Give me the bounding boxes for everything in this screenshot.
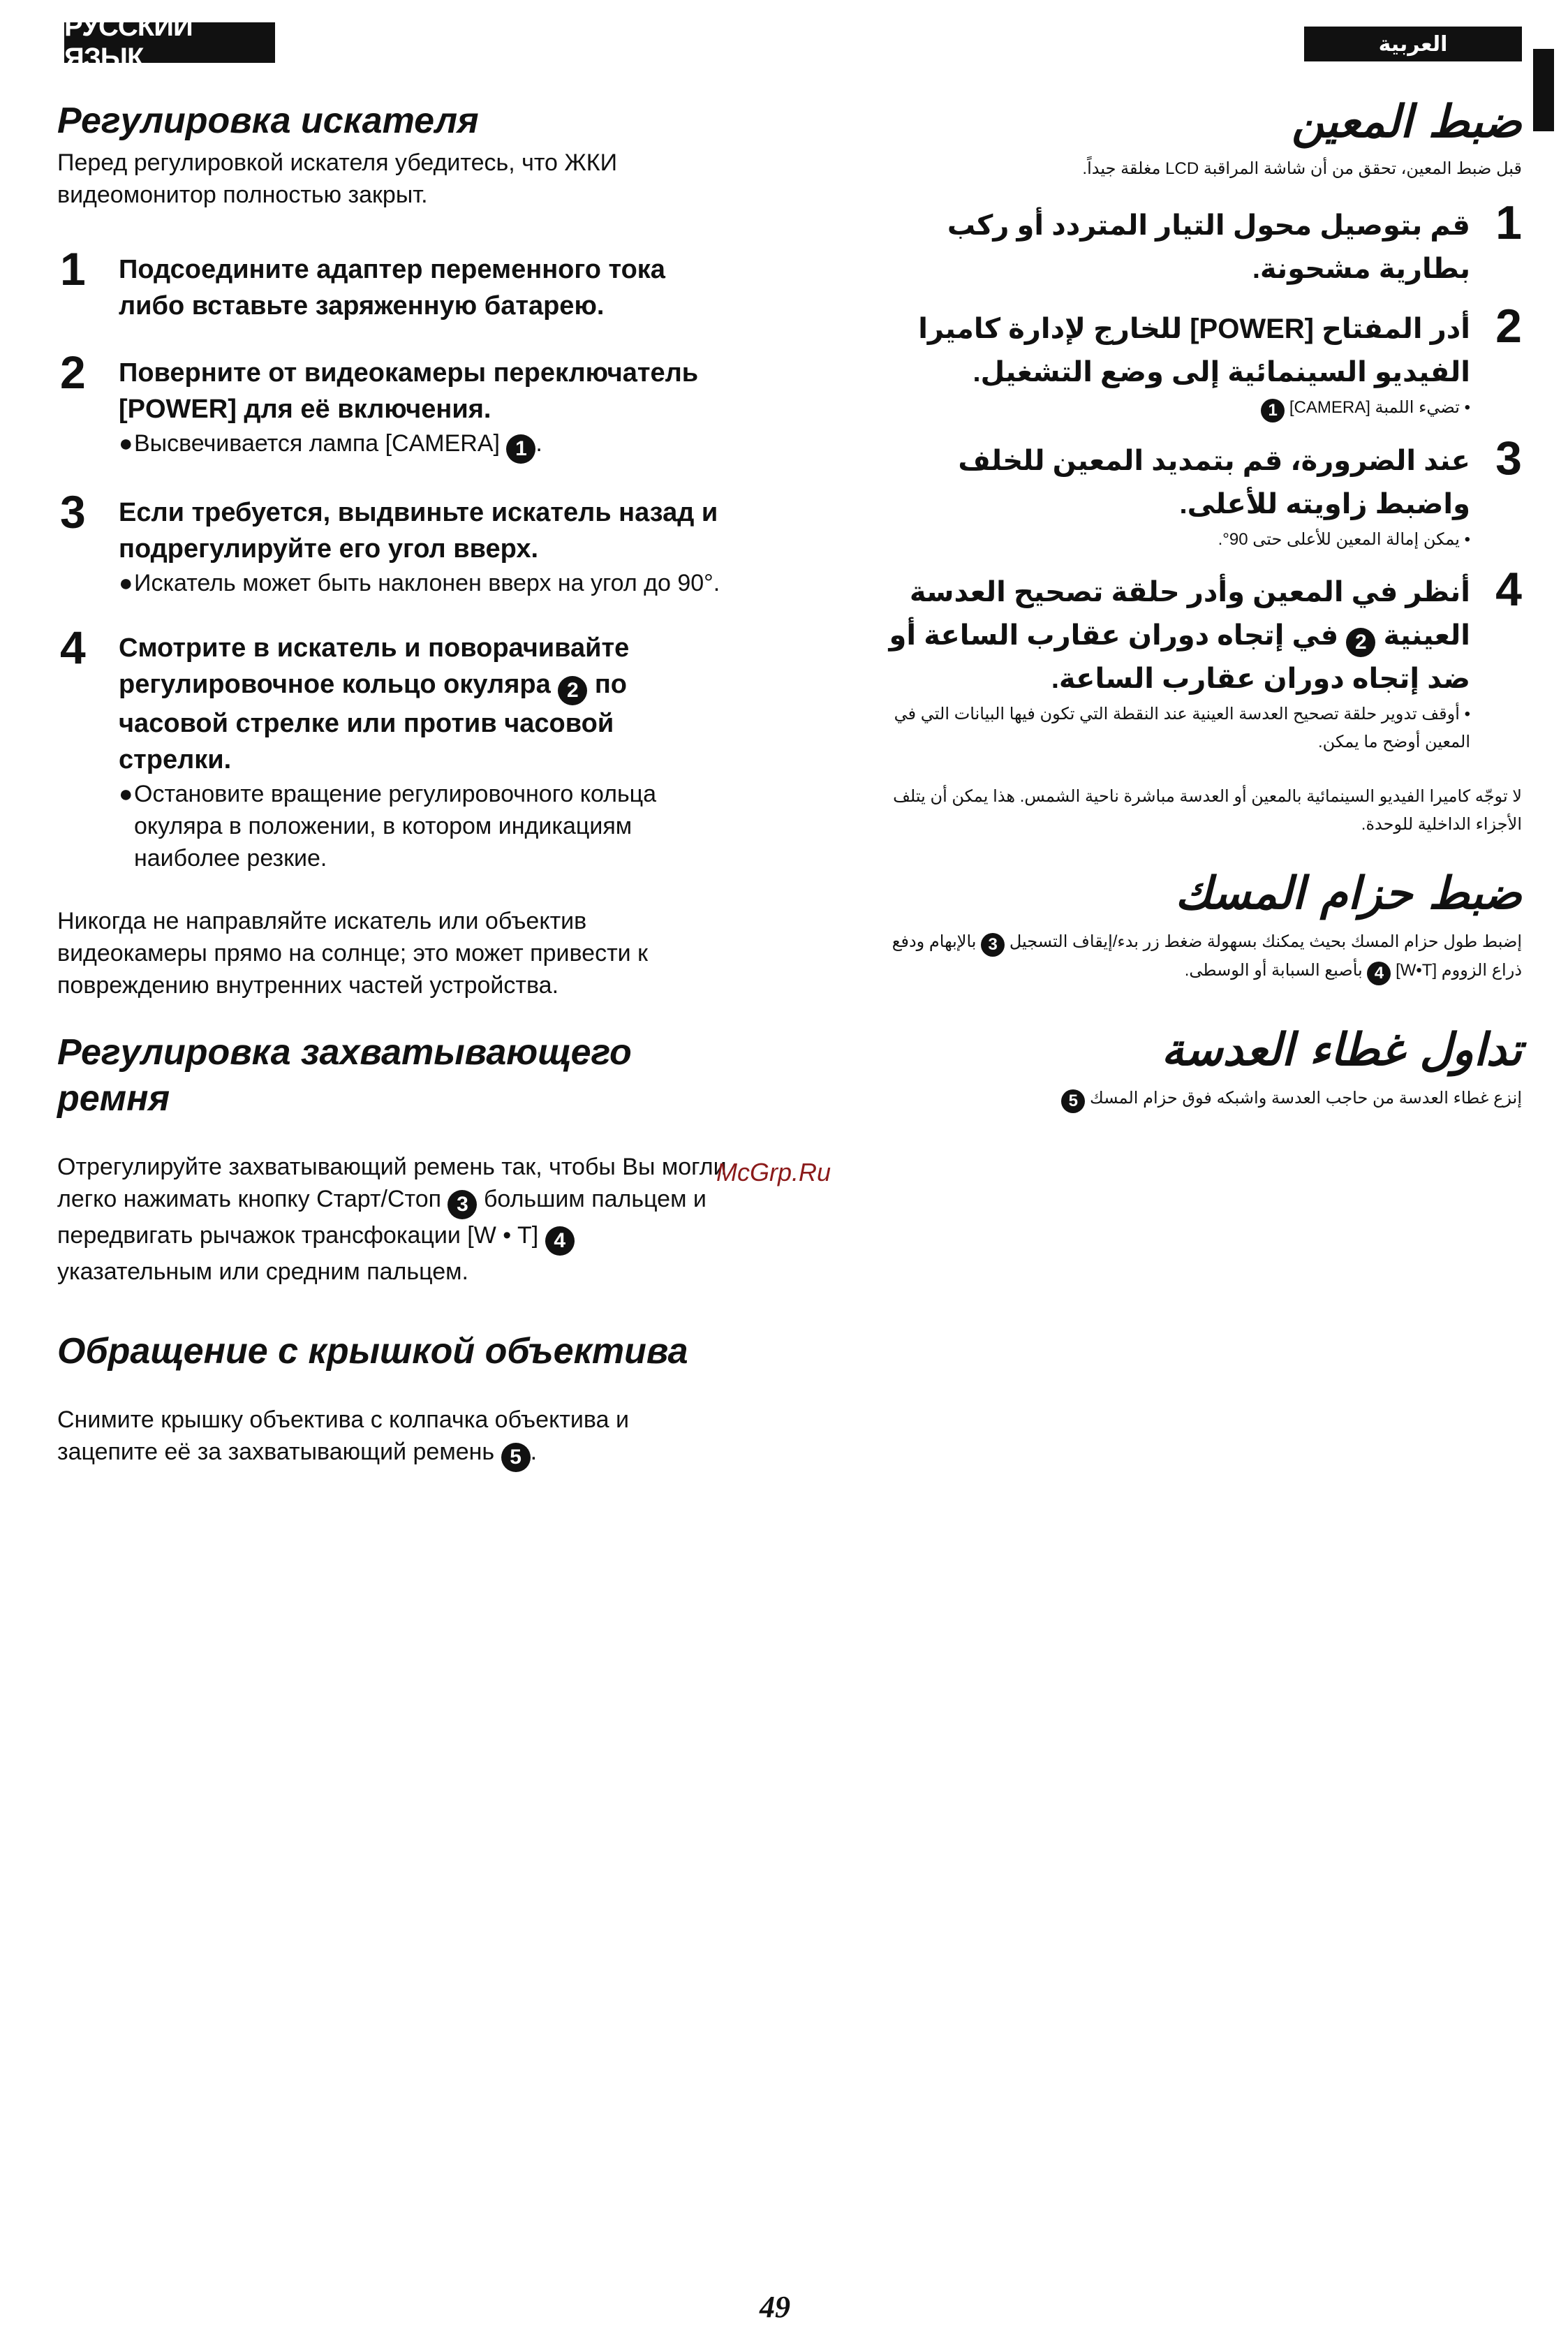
ar-section-title-viewfinder: ضبط المعين [1292,96,1522,148]
ar-step-3 [866,432,1522,554]
ar-section-title-grip-belt: ضبط حزام المسك [1175,868,1522,920]
ar-step-text: عند الضرورة، قم بتمديد المعين للخلف واضبط زاويته للأعلى. [958,446,1470,520]
step-3 [57,486,727,599]
russian-column [57,98,727,1472]
ar-step-number: 4 [1495,563,1522,616]
viewfinder-intro: Перед регулировкой искателя убедитесь, что ЖКИ видеомонитор полностью закрыт. [57,149,618,208]
ar-step-note: • يمكن إمالة المعين للأعلى حتى 90°. [1218,530,1470,549]
ar-callout-2-icon: 2 [1346,628,1375,657]
step-number: 3 [60,486,86,538]
ar-step-1 [866,196,1522,291]
lens-cap-text: Снимите крышку объектива с колпачка объектива и зацепите её за захватывающий ремень 5 . [57,1404,727,1472]
step-number: 4 [60,622,86,673]
callout-2-icon: 2 [558,676,587,705]
watermark-link[interactable]: McGrp.Ru [716,1158,831,1186]
callout-4-icon: 4 [545,1226,575,1256]
ar-step-note: • أوقف تدوير حلقة تصحيح العدسة العينية عند النقطة التي تكون فيها البيانات التي في المعين أوضح ما يمكن. [894,705,1470,751]
callout-5-icon: 5 [501,1443,531,1472]
ar-lens-cap-text: إنزع غطاء العدسة من حاجب العدسة واشبكه فوق حزام المسك 5 [866,1085,1522,1113]
step-1 [57,243,727,324]
ar-step-note: • تضيء اللمبة [CAMERA] 1 [866,394,1470,422]
section-title-lens-cap: Обращение с крышкой объектива [57,1331,688,1372]
ar-grip-belt-text: إضبط طول حزام المسك بحيث يمكنك بسهولة ضغط زر بدء/إيقاف التسجيل 3 بالإبهام ودفع ذراع الزووم [W•T] 4 بأصبع السبابة أو الوسطى. [866,928,1522,985]
ar-section-title-lens-cap: تداول غطاء العدسة [1161,1024,1522,1076]
ar-step-text: قم بتوصيل محول التيار المتردد أو ركب بطارية مشحونة. [947,210,1470,284]
step-note: ●Высвечивается лампа [CAMERA] 1 . [119,427,727,464]
step-text: Поверните от видеокамеры переключатель [POWER] для её включения. [119,358,699,424]
ar-step-number: 3 [1495,432,1522,485]
step-note: ●Остановите вращение регулировочного кольца окуляра в положении, в котором индикациям наиболее резкие. [119,781,657,872]
callout-3-icon: 3 [448,1190,477,1219]
grip-belt-text: Отрегулируйте захватывающий ремень так, чтобы Вы могли легко нажимать кнопку Старт/Стоп 3 большим пальцем и передвигать рычажок трансфокации [W • T] 4 указательным или средним пальцем. [57,1154,727,1285]
step-2 [57,346,727,464]
step-text: Смотрите в искатель и поворачивайте регулировочное кольцо окуляра 2 по часовой стрелке или против часовой стрелки. [119,633,630,774]
ar-callout-5-icon: 5 [1061,1089,1085,1113]
language-tab-russian: РУССКИЙ ЯЗЫК [64,22,275,63]
callout-1-icon: 1 [506,434,535,464]
section-title-viewfinder: Регулировка искателя [57,101,479,141]
step-text: Если требуется, выдвиньте искатель назад и подрегулируйте его угол вверх. [119,498,718,564]
section-title-grip-belt: Регулировка захватывающего ремня [57,1032,632,1119]
language-tab-arabic: العربية [1304,27,1522,61]
arabic-column [866,92,1522,1113]
ar-callout-1-icon: 1 [1261,399,1285,422]
ar-callout-4-icon: 4 [1367,962,1391,985]
step-number: 1 [60,243,86,295]
ar-step-2 [866,300,1522,422]
step-text: Подсоедините адаптер переменного тока либо вставьте заряженную батарею. [119,255,665,321]
ar-step-text: أنظر في المعين وأدر حلقة تصحيح العدسة العينية 2 في إتجاه دوران عقارب الساعة أو ضد إتجاه دوران عقارب الساعة. [889,577,1470,694]
step-number: 2 [60,346,86,398]
ar-step-number: 2 [1495,300,1522,353]
ar-callout-3-icon: 3 [981,933,1005,957]
step-4 [57,622,727,874]
ar-sun-warning: لا توجّه كاميرا الفيديو السينمائية بالمعين أو العدسة مباشرة ناحية الشمس. هذا يمكن أن يتلف الأجزاء الداخلية للوحدة. [893,787,1522,834]
ar-viewfinder-intro: قبل ضبط المعين، تحقق من أن شاشة المراقبة LCD مغلقة جيداً. [1082,159,1522,178]
section-marker-bar [1533,49,1554,131]
ar-step-text: أدر المفتاح [POWER] للخارج لإدارة كاميرا الفيديو السينمائية إلى وضع التشغيل. [918,314,1470,388]
step-note: ●Искатель может быть наклонен вверх на угол до 90°. [119,570,720,596]
sun-warning: Никогда не направляйте искатель или объектив видеокамеры прямо на солнце; это может привести к повреждению внутренних частей устройства. [57,908,648,999]
ar-step-number: 1 [1495,196,1522,249]
ar-step-4 [866,563,1522,756]
page-number: 49 [760,2290,790,2324]
